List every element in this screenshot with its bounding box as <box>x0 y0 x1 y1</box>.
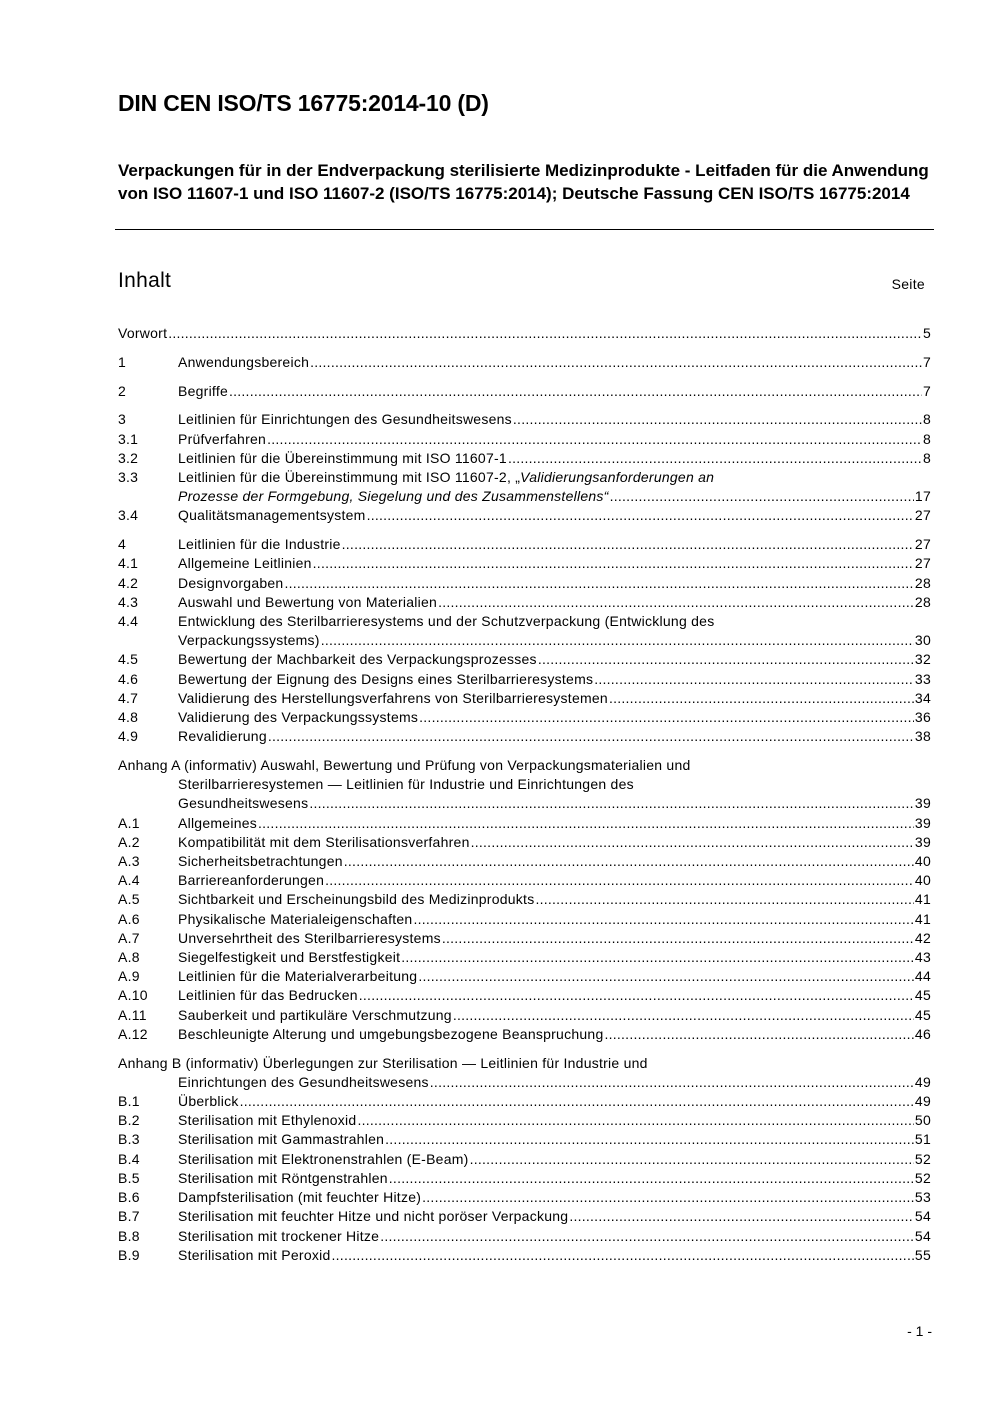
toc-entry-number: 4.1 <box>118 555 139 572</box>
toc-entry-title <box>178 487 609 506</box>
toc-entry[interactable] <box>118 871 931 890</box>
toc-entry-number: B.8 <box>118 1227 140 1244</box>
toc-entry-title: Kompatibilität mit dem Sterilisationsverfahren <box>178 833 470 850</box>
toc-entry-number: 2 <box>118 382 127 399</box>
toc-entry[interactable] <box>118 708 931 727</box>
toc-entry-number: 3.2 <box>118 449 139 466</box>
toc-entry-title: Validierung des Herstellungsverfahrens von Sterilbarrieresystemen <box>178 689 608 706</box>
toc-entry[interactable] <box>118 852 931 871</box>
toc-entry-title: Leitlinien für die Materialverarbeitung <box>178 968 418 985</box>
title-rule <box>115 229 934 230</box>
toc-leader-dots <box>430 1073 914 1092</box>
toc-leader-dots <box>313 554 914 573</box>
toc-entry-title <box>178 469 714 485</box>
toc-entry-page: 38 <box>914 728 931 745</box>
toc-entry-number: A.3 <box>118 853 140 870</box>
toc-entry-title: Sichtbarkeit und Erscheinungsbild des Medizinprodukts <box>178 891 535 908</box>
toc-leader-dots <box>453 1006 914 1025</box>
toc-entry-page: 49 <box>914 1073 931 1090</box>
toc-entry-title-italic: Validierungsanforderungen an <box>520 469 715 485</box>
toc-entry[interactable] <box>118 1246 931 1265</box>
toc-entry[interactable] <box>118 506 931 525</box>
toc-entry-title: Sterilbarrieresystemen — Leitlinien für Industrie und Einrichtungen des <box>178 776 634 793</box>
toc-entry-title: Bewertung der Machbarkeit des Verpackungsprozesses <box>178 651 537 668</box>
toc-entry-title: Siegelfestigkeit und Berstfestigkeit <box>178 949 401 966</box>
toc-entry[interactable] <box>118 948 931 967</box>
toc-entry-page: 46 <box>914 1025 931 1042</box>
toc-entry-number: A.11 <box>118 1006 147 1023</box>
toc-entry-title: Beschleunigte Alterung und umgebungsbezogene Beanspruchung <box>178 1025 604 1042</box>
toc-entry-page: 41 <box>914 910 931 927</box>
toc-entry-number: B.2 <box>118 1112 140 1129</box>
toc-leader-dots <box>594 670 914 689</box>
toc-entry-number: 4.9 <box>118 728 139 745</box>
toc-entry[interactable] <box>118 929 931 948</box>
toc-entry-page: 53 <box>914 1189 931 1206</box>
page-column-label: Seite <box>891 276 925 292</box>
toc-entry-number: 1 <box>118 353 127 370</box>
toc-entry-number: B.1 <box>118 1093 140 1110</box>
toc-entry-number: 4.3 <box>118 593 139 610</box>
toc-entry[interactable] <box>118 814 931 833</box>
toc-entry-number: A.9 <box>118 968 140 985</box>
toc-entry-number: 4.4 <box>118 613 139 630</box>
toc-entry-title: Auswahl und Bewertung von Materialien <box>178 593 438 610</box>
toc-entry-title: Sterilisation mit Peroxid <box>178 1246 331 1263</box>
toc-leader-dots <box>389 1169 914 1188</box>
toc-entry-number: 4.2 <box>118 574 139 591</box>
page-number: - 1 - <box>907 1323 932 1339</box>
toc-entry-title: Bewertung der Eignung des Designs eines Sterilbarrieresystems <box>178 670 594 687</box>
toc-entry-page: 27 <box>914 555 931 572</box>
toc-entry-number: 3.1 <box>118 430 139 447</box>
toc-leader-dots <box>538 650 914 669</box>
toc-entry-page: 55 <box>914 1246 931 1263</box>
toc-entry[interactable] <box>118 410 931 429</box>
toc-entry[interactable] <box>118 468 931 506</box>
toc-entry-title: Begriffe <box>178 382 228 399</box>
toc-entry[interactable] <box>118 1111 931 1130</box>
toc-entry-title: Anwendungsbereich <box>178 353 310 370</box>
document-title: DIN CEN ISO/TS 16775:2014-10 (D) <box>118 90 489 116</box>
toc-entry[interactable] <box>118 1092 931 1111</box>
toc-entry-number: A.12 <box>118 1025 148 1042</box>
toc-entry[interactable] <box>118 910 931 929</box>
toc-entry-page: 51 <box>914 1131 931 1148</box>
toc-entry-page: 50 <box>914 1112 931 1129</box>
toc-entry-title: Überblick <box>178 1093 239 1110</box>
toc-entry[interactable] <box>118 967 931 986</box>
toc-leader-dots <box>359 986 914 1005</box>
toc-leader-dots <box>284 574 913 593</box>
toc-entry-number: 4.6 <box>118 670 139 687</box>
toc-entry-title: Sterilisation mit Gammastrahlen <box>178 1131 385 1148</box>
toc-entry-page: 5 <box>922 325 931 341</box>
toc-entry-number: B.4 <box>118 1150 140 1167</box>
toc-leader-dots <box>418 967 914 986</box>
toc-leader-dots <box>367 506 914 525</box>
toc-entry-title-italic: Prozesse der Formgebung, Siegelung und des Zusammenstellens“ <box>178 488 609 505</box>
toc-entry-page: 32 <box>914 651 931 668</box>
toc-leader-dots <box>442 929 914 948</box>
toc-entry[interactable] <box>118 535 931 554</box>
toc-entry-title: Gesundheitswesens <box>178 795 309 812</box>
toc-entry-title: Einrichtungen des Gesundheitswesens <box>178 1073 429 1090</box>
toc-entry-title: Validierung des Verpackungssystems <box>178 709 419 726</box>
toc-entry-page: 54 <box>914 1227 931 1244</box>
toc-leader-dots <box>321 631 914 650</box>
toc-entry-page: 34 <box>914 689 931 706</box>
toc-entry-number: 4 <box>118 536 127 553</box>
toc-entry[interactable] <box>118 593 931 612</box>
toc-entry-title: Allgemeine Leitlinien <box>178 555 312 572</box>
toc-leader-dots <box>309 794 914 813</box>
toc-entry-page: 36 <box>914 709 931 726</box>
toc-entry-number: A.6 <box>118 910 140 927</box>
toc-leader-dots <box>422 1188 914 1207</box>
toc-entry-title: Entwicklung des Sterilbarrieresystems und der Schutzverpackung (Entwicklung des <box>178 613 715 630</box>
toc-leader-dots <box>471 833 914 852</box>
toc-entry[interactable] <box>118 890 931 909</box>
toc-entry[interactable] <box>118 1207 931 1226</box>
toc-entry-page: 33 <box>914 670 931 687</box>
toc-entry-title: Sterilisation mit Elektronenstrahlen (E-Beam) <box>178 1150 469 1167</box>
toc-leader-dots <box>229 382 922 401</box>
toc-entry-number: A.8 <box>118 949 140 966</box>
toc-entry[interactable] <box>118 1150 931 1169</box>
toc-entry[interactable] <box>118 986 931 1005</box>
toc-leader-dots <box>535 890 913 909</box>
toc-leader-dots <box>258 814 914 833</box>
toc-entry[interactable] <box>118 689 931 708</box>
toc-leader-dots <box>168 324 922 343</box>
toc-entry-page: 39 <box>914 814 931 831</box>
toc-entry-title: Designvorgaben <box>178 574 284 591</box>
toc-entry-number: 4.5 <box>118 651 139 668</box>
toc-entry-title: Anhang B (informativ) Überlegungen zur Sterilisation — Leitlinien für Industrie und <box>118 1054 648 1071</box>
toc-entry-title: Leitlinien für Einrichtungen des Gesundheitswesens <box>178 411 512 428</box>
toc-entry[interactable] <box>118 324 931 343</box>
toc-entry-page: 27 <box>914 507 931 524</box>
toc-entry-number: B.6 <box>118 1189 140 1206</box>
toc-entry[interactable] <box>118 756 931 814</box>
toc-leader-dots <box>508 449 922 468</box>
toc-leader-dots <box>268 727 914 746</box>
toc-entry-page: 54 <box>914 1208 931 1225</box>
toc-entry[interactable] <box>118 1054 931 1092</box>
toc-entry[interactable] <box>118 430 931 449</box>
toc-leader-dots <box>342 535 914 554</box>
toc-entry-page: 28 <box>914 593 931 610</box>
toc-entry-number: B.3 <box>118 1131 140 1148</box>
toc-entry-title: Verpackungssystems) <box>178 632 320 649</box>
toc-entry-number: 3.4 <box>118 507 139 524</box>
toc-entry-title: Qualitätsmanagementsystem <box>178 507 366 524</box>
toc-entry-page: 8 <box>922 430 931 447</box>
toc-entry-title: Vorwort <box>118 325 168 341</box>
toc-entry-title: Anhang A (informativ) Auswahl, Bewertung und Prüfung von Verpackungsmaterialien und <box>118 757 691 774</box>
toc-entry-title: Sterilisation mit Ethylenoxid <box>178 1112 357 1129</box>
toc-entry-number: 4.8 <box>118 709 139 726</box>
toc-entry-page: 8 <box>922 449 931 466</box>
toc-entry-page: 8 <box>922 411 931 428</box>
toc-entry-page: 39 <box>914 795 931 812</box>
toc-leader-dots <box>332 1246 914 1265</box>
toc-leader-dots <box>380 1227 914 1246</box>
toc-entry[interactable] <box>118 1169 931 1188</box>
toc-leader-dots <box>267 430 922 449</box>
toc-leader-dots <box>325 871 914 890</box>
toc-heading: Inhalt <box>118 269 172 292</box>
toc-leader-dots <box>344 852 914 871</box>
toc-entry-title: Barriereanforderungen <box>178 872 325 889</box>
toc-entry[interactable] <box>118 833 931 852</box>
toc-leader-dots <box>610 487 914 506</box>
toc-entry-title: Sterilisation mit trockener Hitze <box>178 1227 380 1244</box>
toc-entry-number: B.9 <box>118 1246 140 1263</box>
toc-entry[interactable] <box>118 1188 931 1207</box>
toc-leader-dots <box>385 1130 914 1149</box>
toc-entry-page: 52 <box>914 1150 931 1167</box>
toc-entry-number: B.5 <box>118 1169 140 1186</box>
toc-entry-number: 3 <box>118 411 127 428</box>
toc-entry-title: Allgemeines <box>178 814 258 831</box>
toc-entry-number: A.4 <box>118 872 140 889</box>
toc-entry-title: Sicherheitsbetrachtungen <box>178 853 343 870</box>
toc-entry-page: 45 <box>914 987 931 1004</box>
toc-entry-number: A.2 <box>118 833 140 850</box>
toc-entry-page: 44 <box>914 968 931 985</box>
toc-entry[interactable] <box>118 449 931 468</box>
toc-entry-page: 40 <box>914 853 931 870</box>
toc-entry-page: 52 <box>914 1169 931 1186</box>
toc-leader-dots <box>357 1111 913 1130</box>
toc-leader-dots <box>513 410 922 429</box>
toc-leader-dots <box>401 948 914 967</box>
toc-entry-number: B.7 <box>118 1208 140 1225</box>
toc-entry-page: 39 <box>914 833 931 850</box>
toc-entry[interactable] <box>118 554 931 573</box>
toc-entry-page: 41 <box>914 891 931 908</box>
toc-entry[interactable] <box>118 670 931 689</box>
toc-entry[interactable] <box>118 727 931 746</box>
toc-entry-number: A.7 <box>118 929 140 946</box>
toc-leader-dots <box>310 353 922 372</box>
toc-entry-title: Leitlinien für die Industrie <box>178 536 341 553</box>
toc-leader-dots <box>240 1092 914 1111</box>
toc-entry-title: Unversehrtheit des Sterilbarrieresystems <box>178 929 441 946</box>
toc-entry-title-part: Leitlinien für die Übereinstimmung mit ISO 11607-2, „ <box>178 469 521 485</box>
toc-entry[interactable] <box>118 574 931 593</box>
toc-entry-number: A.1 <box>118 814 140 831</box>
toc-entry-number: A.5 <box>118 891 140 908</box>
toc-entry-page: 30 <box>914 632 931 649</box>
toc-entry-page: 49 <box>914 1093 931 1110</box>
toc-entry-title: Leitlinien für das Bedrucken <box>178 987 358 1004</box>
toc-entry[interactable] <box>118 1006 931 1025</box>
toc-leader-dots <box>419 708 914 727</box>
toc-entry-title: Prüfverfahren <box>178 430 267 447</box>
toc-entry-page: 7 <box>922 353 931 370</box>
toc-entry-page: 28 <box>914 574 931 591</box>
toc-entry-page: 45 <box>914 1006 931 1023</box>
toc-entry[interactable] <box>118 612 931 650</box>
toc-entry-title: Sauberkeit und partikuläre Verschmutzung <box>178 1006 452 1023</box>
toc-entry-title: Sterilisation mit feuchter Hitze und nicht poröser Verpackung <box>178 1208 569 1225</box>
toc-entry[interactable] <box>118 1025 931 1044</box>
toc-entry[interactable] <box>118 1227 931 1246</box>
toc-entry-title: Sterilisation mit Röntgenstrahlen <box>178 1169 388 1186</box>
toc-entry-number: A.10 <box>118 987 148 1004</box>
toc-entry-page: 17 <box>914 488 931 505</box>
toc-entry[interactable] <box>118 382 931 401</box>
toc-entry-page: 42 <box>914 929 931 946</box>
toc-leader-dots <box>413 910 913 929</box>
toc-leader-dots <box>604 1025 913 1044</box>
toc-entry[interactable] <box>118 1130 931 1149</box>
toc-entry-title: Revalidierung <box>178 728 267 745</box>
toc-leader-dots <box>438 593 914 612</box>
toc-entry-page: 27 <box>914 536 931 553</box>
toc-entry-page: 43 <box>914 949 931 966</box>
toc-entry-page: 40 <box>914 872 931 889</box>
toc-entry[interactable] <box>118 353 931 372</box>
toc-entry-number: 4.7 <box>118 689 139 706</box>
toc-entry-number: 3.3 <box>118 469 139 485</box>
toc-entry[interactable] <box>118 650 931 669</box>
toc-entry-title: Leitlinien für die Übereinstimmung mit ISO 11607-1 <box>178 449 507 466</box>
toc-entry-title: Dampfsterilisation (mit feuchter Hitze) <box>178 1189 422 1206</box>
table-of-contents <box>118 324 931 1265</box>
toc-entry-title: Physikalische Materialeigenschaften <box>178 910 413 927</box>
toc-leader-dots <box>470 1150 914 1169</box>
toc-entry-page: 7 <box>922 382 931 399</box>
document-subtitle: Verpackungen für in der Endverpackung sterilisierte Medizinprodukte - Leitfaden für die Anwendung von ISO 11607-1 und ISO 11607-2 (ISO/TS 16775:2014); Deutsche Fassung CEN ISO/TS 16775:2014 <box>118 161 929 203</box>
toc-leader-dots <box>569 1207 914 1226</box>
toc-leader-dots <box>609 689 914 708</box>
